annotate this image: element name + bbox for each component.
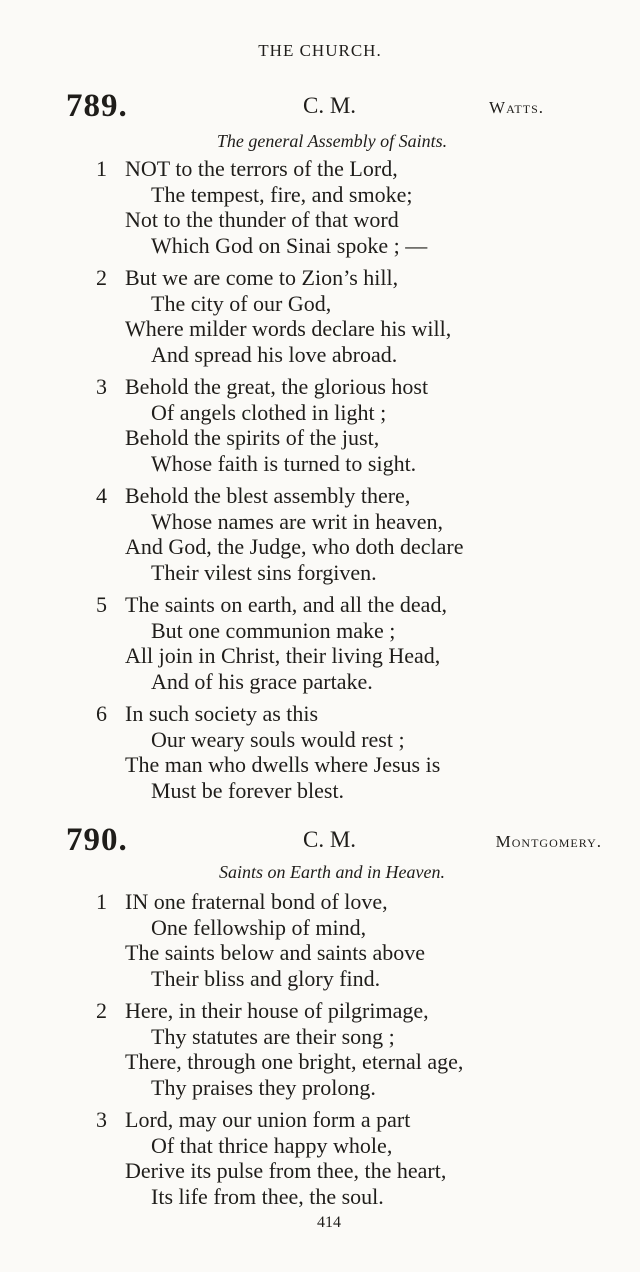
- stanza: [96, 265, 616, 367]
- verse-line: Our weary souls would rest ;: [151, 726, 405, 752]
- running-head: THE CHURCH.: [258, 41, 382, 60]
- stanza-number: 3: [96, 1107, 107, 1132]
- stanza: [96, 374, 616, 476]
- verse-line: And God, the Judge, who doth declare: [125, 534, 464, 559]
- verse-line: And of his grace partake.: [151, 668, 373, 694]
- verse-line: 1 NOT to the terrors of the Lord,: [96, 156, 398, 181]
- hymn-meter: C. M.: [303, 827, 357, 852]
- verse-line: The tempest, fire, and smoke;: [151, 181, 413, 207]
- stanza: [96, 998, 616, 1100]
- hymn-790-header: [0, 822, 640, 862]
- stanza: [96, 701, 616, 803]
- stanza: [96, 156, 616, 258]
- hymn-title: The general Assembly of Saints.: [216, 131, 448, 151]
- verse-line: 4 Behold the blest assembly there,: [96, 483, 411, 508]
- verse-line: 2 But we are come to Zion’s hill,: [96, 265, 399, 290]
- stanza-number: 3: [96, 374, 107, 399]
- verse-line: The city of our God,: [151, 290, 332, 316]
- verse-line: Whose names are writ in heaven,: [151, 508, 443, 534]
- stanza: [96, 889, 616, 991]
- hymn-author: Watts.: [489, 98, 544, 117]
- verse-line: Of that thrice happy whole,: [151, 1132, 393, 1158]
- stanza-number: 2: [96, 998, 107, 1023]
- stanza-number: 6: [96, 701, 107, 726]
- verse-line: 3 Lord, may our union form a part: [96, 1107, 411, 1132]
- stanza-number: 1: [96, 156, 107, 181]
- verse-line: Not to the thunder of that word: [125, 207, 399, 232]
- verse-line: 5 The saints on earth, and all the dead,: [96, 592, 447, 617]
- verse-line: Where milder words declare his will,: [125, 316, 452, 341]
- stanza: [96, 592, 616, 694]
- verse-line: Thy praises they prolong.: [151, 1074, 376, 1100]
- stanza-number: 5: [96, 592, 107, 617]
- verse-line: Whose faith is turned to sight.: [151, 450, 417, 476]
- verse-line: There, through one bright, eternal age,: [125, 1049, 464, 1074]
- stanza-number: 1: [96, 889, 107, 914]
- verse-line: Behold the spirits of the just,: [125, 425, 380, 450]
- verse-line: But one communion make ;: [151, 617, 396, 643]
- hymn-author: Montgomery.: [495, 832, 602, 851]
- verse-line: All join in Christ, their living Head,: [125, 643, 441, 668]
- verse-line: 2 Here, in their house of pilgrimage,: [96, 998, 429, 1023]
- stanza: [96, 483, 616, 585]
- verse-line: The man who dwells where Jesus is: [125, 752, 441, 777]
- verse-line: Derive its pulse from thee, the heart,: [125, 1158, 447, 1183]
- stanza: [96, 1107, 616, 1209]
- verse-line: 3 Behold the great, the glorious host: [96, 374, 429, 399]
- verse-line: Thy statutes are their song ;: [151, 1023, 395, 1049]
- verse-line: Of angels clothed in light ;: [151, 399, 387, 425]
- verse-line: Which God on Sinai spoke ; —: [151, 232, 428, 258]
- page-number: 414: [317, 1214, 341, 1231]
- verse-line: One fellowship of mind,: [151, 914, 367, 940]
- verse-line: Its life from thee, the soul.: [151, 1183, 384, 1209]
- hymn-number: 789.: [66, 88, 128, 124]
- hymn-meter: C. M.: [303, 93, 357, 118]
- verse-line: 1 IN one fraternal bond of love,: [96, 889, 388, 914]
- verse-line: And spread his love abroad.: [151, 341, 398, 367]
- stanza-number: 4: [96, 483, 107, 508]
- verse-line: The saints below and saints above: [125, 940, 425, 965]
- verse-line: 6 In such society as this: [96, 701, 319, 726]
- stanza-number: 2: [96, 265, 107, 290]
- verse-line: Must be forever blest.: [151, 777, 345, 803]
- hymn-title: Saints on Earth and in Heaven.: [219, 862, 445, 882]
- verse-line: Their bliss and glory find.: [151, 965, 381, 991]
- verse-line: Their vilest sins forgiven.: [151, 559, 377, 585]
- hymn-number: 790.: [66, 822, 128, 858]
- hymn-789-header: [0, 88, 640, 128]
